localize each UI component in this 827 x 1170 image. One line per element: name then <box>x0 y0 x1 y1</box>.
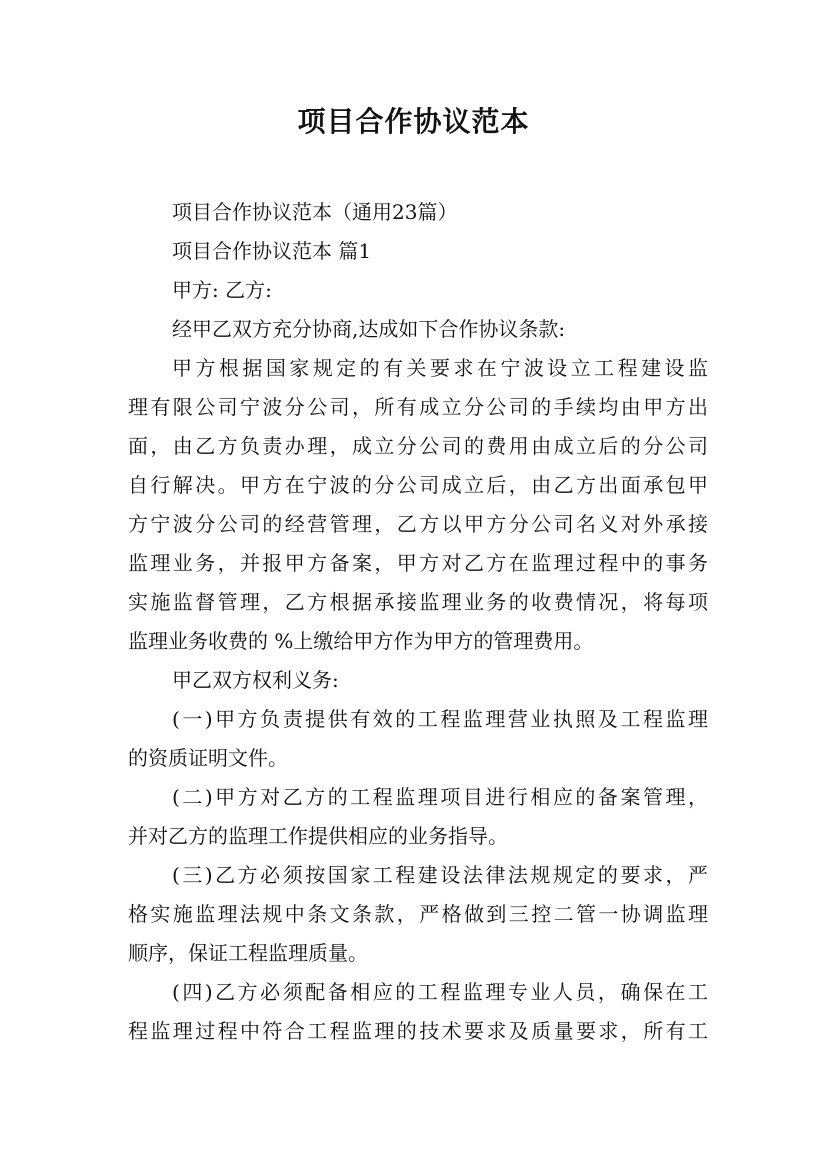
clause-line: 的资质证明文件。 <box>128 746 288 770</box>
clause-line: (三)乙方必须按国家工程建设法律法规规定的要求，严 <box>172 863 708 887</box>
paragraph-line: 方宁波分公司的经营管理，乙方以甲方分公司名义对外承接 <box>128 512 708 536</box>
paragraph-line: 监理业务收费的 %上缴给甲方作为甲方的管理费用。 <box>128 629 594 653</box>
document-title: 项目合作协议范本 <box>297 105 530 138</box>
clause-line: 顺序，保证工程监理质量。 <box>128 941 368 965</box>
paragraph-line: 甲方根据国家规定的有关要求在宁波设立工程建设监 <box>172 356 708 380</box>
paragraph-line: 甲乙双方权利义务: <box>172 668 339 692</box>
clause-line: (四)乙方必须配备相应的工程监理专业人员，确保在工 <box>172 980 708 1004</box>
clause-line: 程监理过程中符合工程监理的技术要求及质量要求，所有工 <box>128 1019 708 1043</box>
clause-line: 并对乙方的监理工作提供相应的业务指导。 <box>128 824 508 848</box>
section-heading: 项目合作协议范本 篇1 <box>172 239 372 263</box>
paragraph-line: 面，由乙方负责办理，成立分公司的费用由成立后的分公司 <box>128 434 708 458</box>
subtitle-line: 项目合作协议范本（通用23篇） <box>172 200 458 224</box>
paragraph-line: 自行解决。甲方在宁波的分公司成立后，由乙方出面承包甲 <box>128 473 708 497</box>
clause-line: (二)甲方对乙方的工程监理项目进行相应的备案管理， <box>172 785 708 809</box>
paragraph-line: 理有限公司宁波分公司，所有成立分公司的手续均由甲方出 <box>128 395 708 419</box>
paragraph-line: 监理业务，并报甲方备案，甲方对乙方在监理过程中的事务 <box>128 551 708 575</box>
party-line: 甲方: 乙方: <box>172 278 272 302</box>
paragraph-line: 经甲乙双方充分协商,达成如下合作协议条款: <box>172 317 566 341</box>
clause-line: 格实施监理法规中条文条款，严格做到三控二管一协调监理 <box>128 902 708 926</box>
clause-line: (一)甲方负责提供有效的工程监理营业执照及工程监理 <box>172 707 708 731</box>
paragraph-line: 实施监督管理，乙方根据承接监理业务的收费情况，将每项 <box>128 590 708 614</box>
